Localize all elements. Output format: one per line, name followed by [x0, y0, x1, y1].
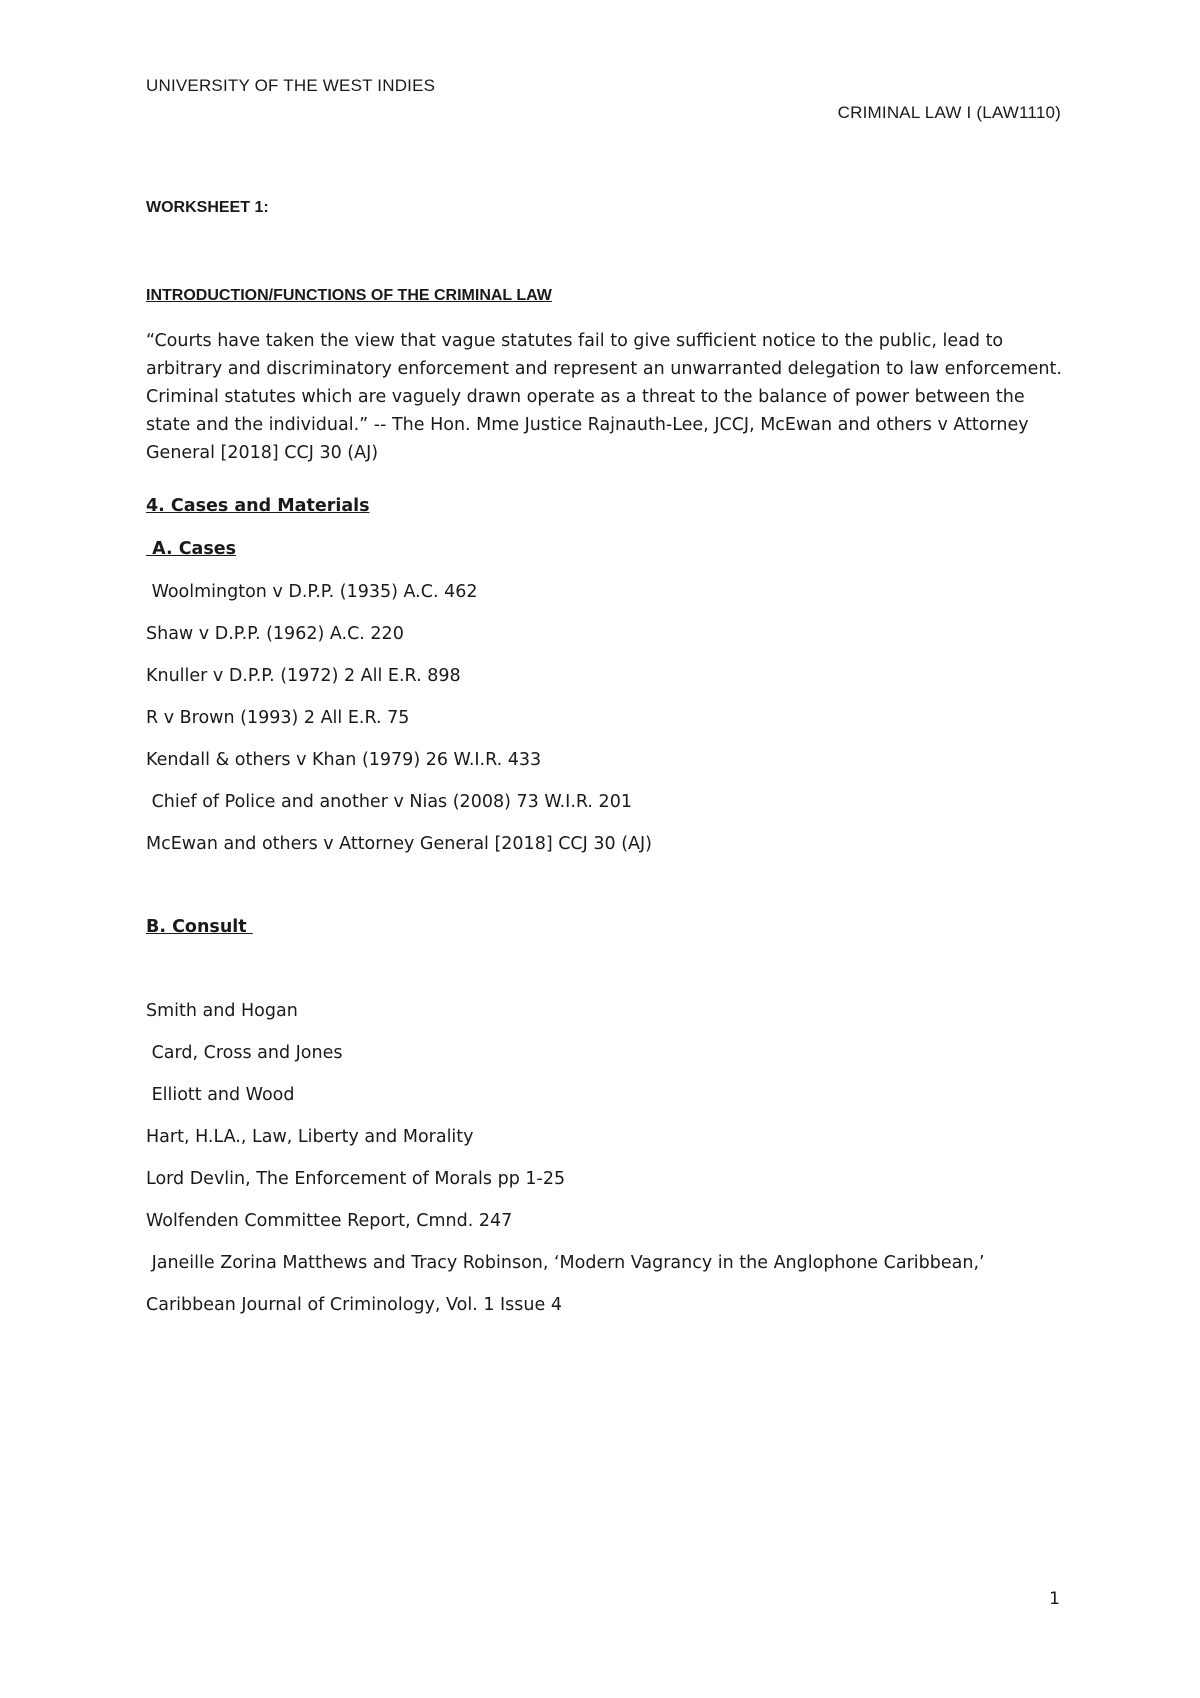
case-item: Shaw v D.P.P. (1962) A.C. 220	[146, 624, 404, 644]
section-title: INTRODUCTION/FUNCTIONS OF THE CRIMINAL LAW	[146, 287, 552, 304]
consult-item: Janeille Zorina Matthews and Tracy Robinson, ‘Modern Vagrancy in the Anglophone Caribbean,’	[146, 1253, 985, 1273]
consult-item: Lord Devlin, The Enforcement of Morals pp 1-25	[146, 1169, 566, 1189]
consult-item: Card, Cross and Jones	[146, 1043, 343, 1063]
consult-item: Elliott and Wood	[146, 1085, 295, 1105]
case-item: Knuller v D.P.P. (1972) 2 All E.R. 898	[146, 666, 461, 686]
consult-heading: B. Consult	[146, 917, 253, 937]
consult-item: Hart, H.LA., Law, Liberty and Morality	[146, 1127, 474, 1147]
consult-item: Smith and Hogan	[146, 1001, 298, 1021]
consult-item: Caribbean Journal of Criminology, Vol. 1 Issue 4	[146, 1295, 562, 1315]
header-course: CRIMINAL LAW I (LAW1110)	[837, 103, 1061, 122]
case-item: Woolmington v D.P.P. (1935) A.C. 462	[146, 582, 478, 602]
worksheet-title: WORKSHEET 1:	[146, 199, 269, 216]
intro-quote: “Courts have taken the view that vague statutes fail to give sufficient notice to the public, lead to arbitrary and discriminatory enforcement and represent an unwarranted delegation to law enforcement. Criminal statutes which are vaguely drawn operate as a threat to the balance of power between the state and the individual.” -- The Hon. Mme Justice Rajnauth-Lee, JCCJ, McEwan and others v Attorney General [2018] CCJ 30 (AJ)	[146, 331, 1062, 463]
case-item: Kendall & others v Khan (1979) 26 W.I.R. 433	[146, 750, 542, 770]
case-item: Chief of Police and another v Nias (2008) 73 W.I.R. 201	[146, 792, 632, 812]
page-number: 1	[1049, 1589, 1060, 1609]
consult-item: Wolfenden Committee Report, Cmnd. 247	[146, 1211, 513, 1231]
case-item: McEwan and others v Attorney General [2018] CCJ 30 (AJ)	[146, 834, 652, 854]
case-item: R v Brown (1993) 2 All E.R. 75	[146, 708, 410, 728]
cases-heading: A. Cases	[146, 539, 237, 559]
cases-materials-heading: 4. Cases and Materials	[146, 496, 370, 516]
header-institution: UNIVERSITY OF THE WEST INDIES	[146, 76, 436, 95]
